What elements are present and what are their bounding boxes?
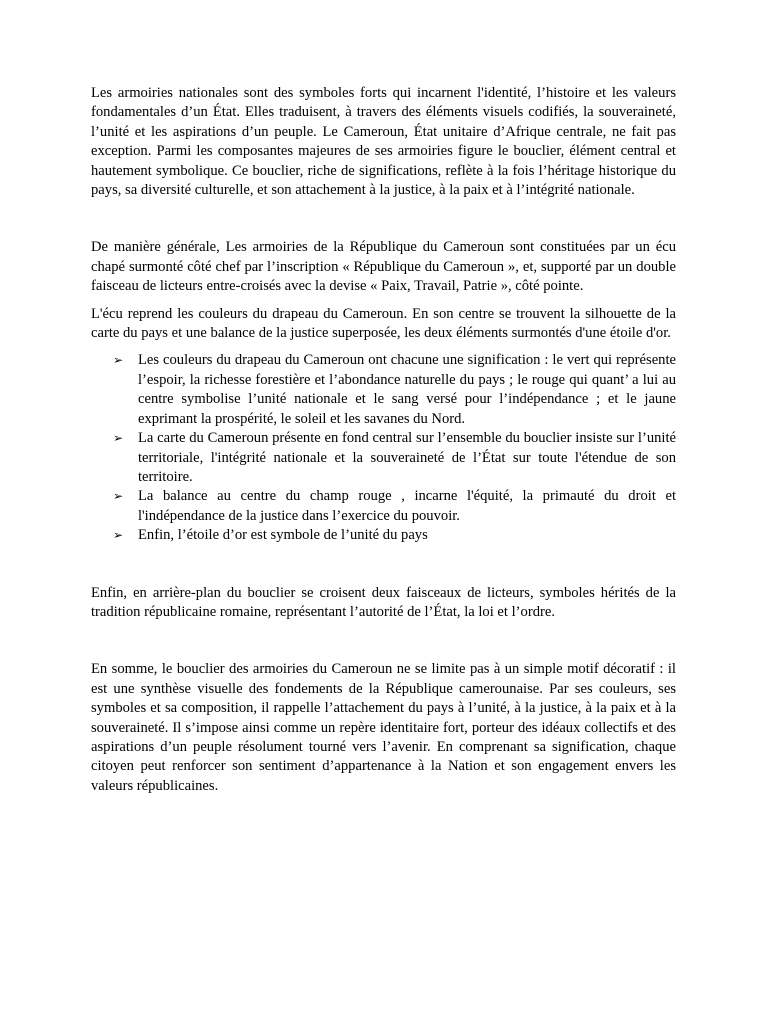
document-page (91, 84, 676, 796)
ecu-paragraph: L'écu reprend les couleurs du drapeau du Cameroun. En son centre se trouvent la silhouette de la carte du pays et une balance de la justice superposée, les deux éléments surmontés d'une étoile d'or. (91, 305, 676, 342)
paragraph-spacer (91, 200, 676, 238)
list-item-text: La carte du Cameroun présente en fond central sur l’ensemble du bouclier insiste sur l’unité territoriale, l'intégrité nationale et la souveraineté de l’État sur toute l'étendue de son territoire. (138, 430, 676, 485)
list-item-text: Les couleurs du drapeau du Cameroun ont chacune une signification : le vert qui représente l’espoir, la richesse forestière et l’abondance naturelle du pays ; le rouge qui quant’ a lui au centre symbolise l’unité nationale et le sang versé pour l’indépendance ; et le jaune exprimant la prospérité, le soleil et les savanes du Nord. (138, 352, 676, 427)
list-item (91, 351, 676, 429)
paragraph-spacer (91, 622, 676, 660)
list-item-text: La balance au centre du champ rouge , incarne l'équité, la primauté du droit et l'indépendance de la justice dans l’exercice du pouvoir. (138, 488, 676, 524)
arrow-bullet-icon: ➢ (113, 528, 124, 543)
faisceaux-paragraph: Enfin, en arrière-plan du bouclier se croisent deux faisceaux de licteurs, symboles hérités de la tradition républicaine romaine, représentant l’autorité de l’État, la loi et l’ordre. (91, 584, 676, 620)
list-item-text: Enfin, l’étoile d’or est symbole de l’unité du pays (138, 527, 428, 544)
intro-paragraph: Les armoiries nationales sont des symboles forts qui incarnent l'identité, l’histoire et les valeurs fondamentales d’un État. Elles traduisent, à travers des éléments visuels codifiés, la souveraineté, l’unité et les aspirations d’un peuple. Le Cameroun, État unitaire d’Afrique centrale, ne fait pas exception. Parmi les composantes majeures de ses armoiries figure le bouclier, élément central et hautement symbolique. Ce bouclier, riche de significations, reflète à la fois l’héritage historique du pays, sa diversité culturelle, et son attachement à la justice, à la paix et à l’intégrité nationale. (91, 85, 676, 199)
paragraph-spacer (91, 546, 676, 584)
symbol-meanings-list (91, 351, 676, 545)
list-item (91, 487, 676, 526)
arrow-bullet-icon: ➢ (113, 431, 124, 446)
general-description-paragraph: De manière générale, Les armoiries de la République du Cameroun sont constituées par un écu chapé surmonté côté chef par l’inscription « République du Cameroun », et, supporté par un double faisceau de licteurs entre-croisés avec la devise « Paix, Travail, Patrie », côté pointe. (91, 239, 676, 295)
list-item (91, 526, 676, 545)
list-item (91, 429, 676, 487)
arrow-bullet-icon: ➢ (113, 353, 124, 368)
conclusion-paragraph: En somme, le bouclier des armoiries du Cameroun ne se limite pas à un simple motif décoratif : il est une synthèse visuelle des fondements de la République camerounaise. Par ses couleurs, ses symboles et sa composition, il rappelle l’attachement du pays à l’unité, à la justice, à la paix et à la souveraineté. Il s’impose ainsi comme un repère identitaire fort, porteur des idéaux collectifs et des aspirations d’un peuple résolument tourné vers l’avenir. En comprenant sa signification, chaque citoyen peut renforcer son sentiment d’appartenance à la Nation et son engagement envers les valeurs républicaines. (91, 661, 676, 794)
arrow-bullet-icon: ➢ (113, 489, 124, 504)
